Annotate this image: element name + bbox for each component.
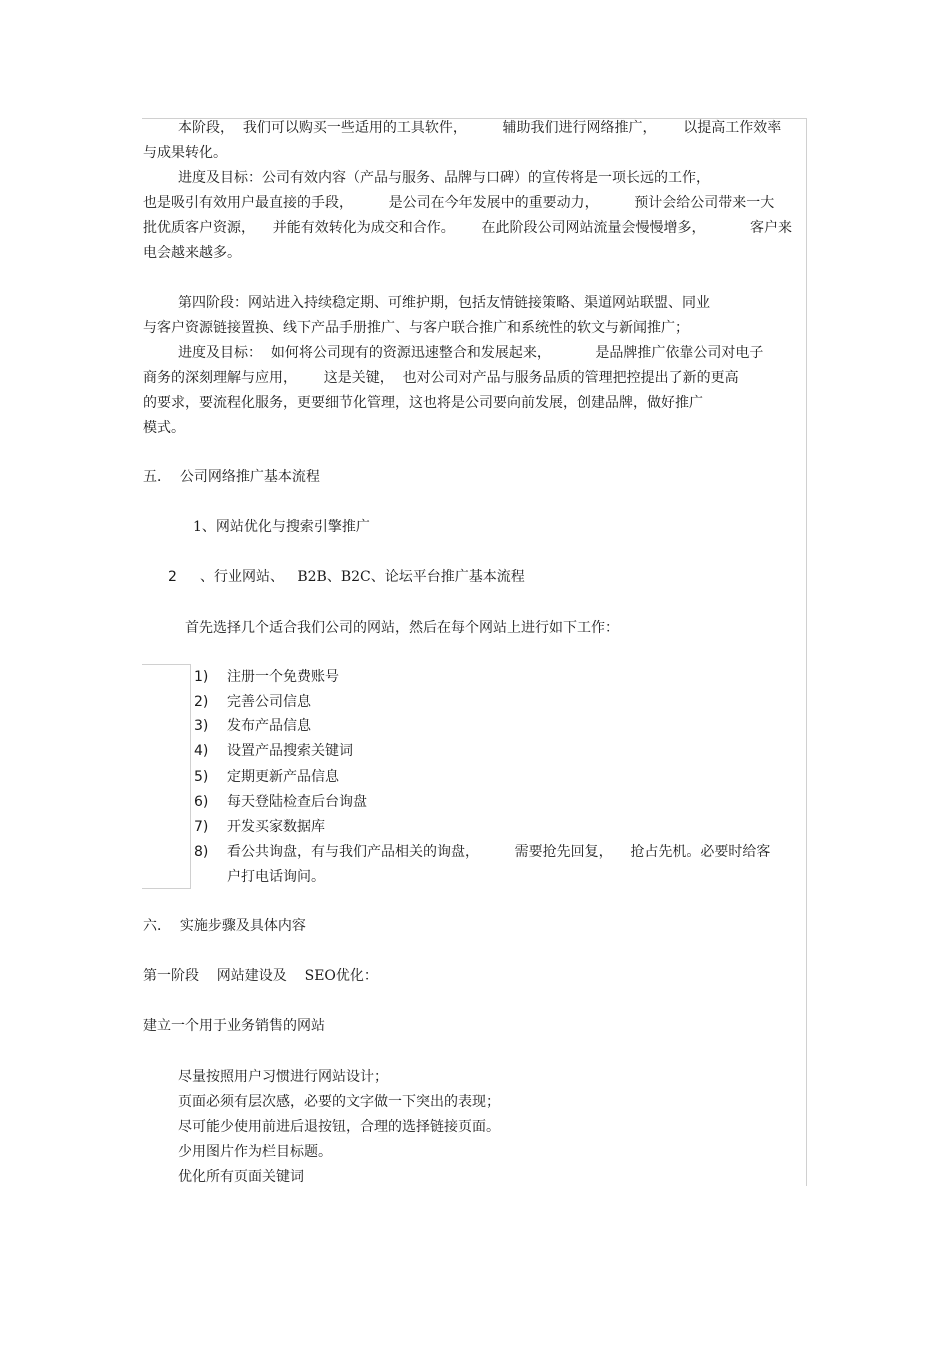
frame-right-border bbox=[806, 118, 807, 1186]
step-text: 设置产品搜索关键词 bbox=[227, 743, 353, 759]
list-box-right bbox=[190, 664, 191, 889]
design-item: 少用图片作为栏目标题。 bbox=[178, 1144, 332, 1160]
list-box-top bbox=[142, 664, 191, 665]
section-heading-6: 六． 实施步骤及具体内容 bbox=[143, 918, 306, 934]
paragraph-line: 进度及目标： 如何将公司现有的资源迅速整合和发展起来， 是品牌推广依靠公司对电子 bbox=[178, 345, 764, 361]
paragraph-line: 商务的深刻理解与应用， 这是关键， 也对公司对产品与服务品质的管理把控提出了新的更高 bbox=[143, 370, 739, 386]
design-item: 优化所有页面关键词 bbox=[178, 1169, 304, 1185]
intro-text: 首先选择几个适合我们公司的网站，然后在每个网站上进行如下工作： bbox=[185, 620, 619, 636]
step-number: 4) bbox=[194, 743, 209, 759]
paragraph-line: 进度及目标：公司有效内容（产品与服务、品牌与口碑）的宣传将是一项长远的工作， bbox=[178, 170, 710, 186]
paragraph-line: 本阶段， 我们可以购买一些适用的工具软件， 辅助我们进行网络推广， 以提高工作效率 bbox=[178, 120, 782, 136]
step-number: 8) bbox=[194, 844, 209, 860]
paragraph-line: 模式。 bbox=[143, 420, 185, 436]
step-text: 定期更新产品信息 bbox=[227, 769, 339, 785]
design-item: 页面必须有层次感，必要的文字做一下突出的表现； bbox=[178, 1094, 500, 1110]
step-text: 注册一个免费账号 bbox=[227, 669, 339, 685]
step-text: 发布产品信息 bbox=[227, 718, 311, 734]
step-number: 3) bbox=[194, 718, 209, 734]
step-number: 5) bbox=[194, 769, 209, 785]
paragraph-line: 电会越来越多。 bbox=[143, 245, 241, 261]
paragraph-line: 第四阶段：网站进入持续稳定期、可维护期，包括友情链接策略、渠道网站联盟、同业 bbox=[178, 295, 710, 311]
subsection-heading-1: 1、网站优化与搜索引擎推广 bbox=[193, 519, 370, 535]
build-website-text: 建立一个用于业务销售的网站 bbox=[143, 1018, 325, 1034]
step-text: 每天登陆检查后台询盘 bbox=[227, 794, 367, 810]
step-number: 6) bbox=[194, 794, 209, 810]
paragraph-line: 与成果转化。 bbox=[143, 145, 227, 161]
paragraph-line: 也是吸引有效用户最直接的手段， 是公司在今年发展中的重要动力， 预计会给公司带来一大 bbox=[143, 195, 775, 211]
step-text-continued: 户打电话询问。 bbox=[227, 869, 325, 885]
list-box-bottom bbox=[142, 888, 191, 889]
stage-heading-1: 第一阶段 网站建设及 SEO优化： bbox=[143, 968, 378, 984]
paragraph-line: 与客户资源链接置换、线下产品手册推广、与客户联合推广和系统性的软文与新闻推广； bbox=[143, 320, 689, 336]
step-number: 2) bbox=[194, 694, 209, 710]
step-text: 看公共询盘，有与我们产品相关的询盘， 需要抢先回复， 抢占先机。必要时给客 bbox=[227, 844, 771, 860]
design-item: 尽量按照用户习惯进行网站设计； bbox=[178, 1069, 388, 1085]
step-text: 完善公司信息 bbox=[227, 694, 311, 710]
subsection-number-2: 2 bbox=[168, 569, 177, 585]
section-heading-5: 五． 公司网络推广基本流程 bbox=[143, 469, 320, 485]
step-number: 7) bbox=[194, 819, 209, 835]
step-text: 开发买家数据库 bbox=[227, 819, 325, 835]
paragraph-line: 批优质客户资源， 并能有效转化为成交和合作。 在此阶段公司网站流量会慢慢增多， 客户来 bbox=[143, 220, 793, 236]
design-item: 尽可能少使用前进后退按钮，合理的选择链接页面。 bbox=[178, 1119, 500, 1135]
paragraph-line: 的要求，要流程化服务，更要细节化管理，这也将是公司要向前发展，创建品牌，做好推广 bbox=[143, 395, 703, 411]
step-number: 1) bbox=[194, 669, 209, 685]
subsection-heading-2: 、行业网站、 B2B、B2C、论坛平台推广基本流程 bbox=[200, 569, 525, 585]
